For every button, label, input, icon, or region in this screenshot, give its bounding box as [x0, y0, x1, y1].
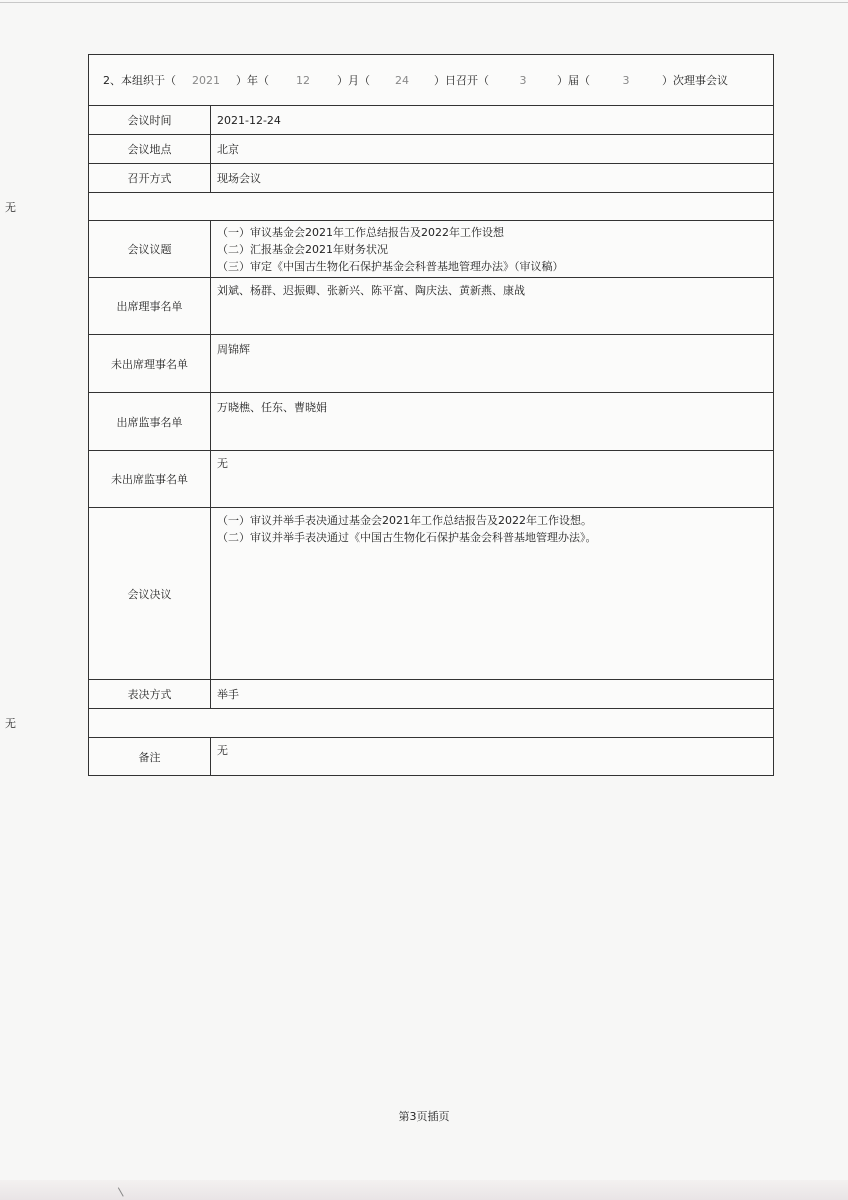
topic-item: （三）审定《中国古生物化石保护基金会科普基地管理办法》（审议稿）	[217, 260, 564, 273]
row-meeting-time	[89, 105, 773, 134]
row-absent-directors	[89, 334, 773, 392]
row-absent-supervisors	[89, 450, 773, 507]
value-meeting-method: 现场会议	[217, 171, 261, 185]
label-meeting-time: 会议时间	[89, 106, 211, 134]
row-attending-supervisors	[89, 392, 773, 450]
month-field: 12	[296, 73, 310, 87]
session-field: 3	[519, 73, 527, 87]
year-field: 2021	[192, 73, 220, 87]
value-absent-supervisors: 无	[217, 457, 228, 470]
headline-prefix: 2、本组织于（	[103, 74, 176, 87]
label-vote-method: 表决方式	[89, 680, 211, 708]
value-attending-supervisors: 万晓樵、任东、曹晓娟	[217, 401, 327, 414]
month-suffix: ）月（	[337, 74, 370, 87]
row-meeting-place	[89, 134, 773, 163]
scan-bottom-band	[0, 1180, 848, 1200]
value-remarks: 无	[217, 744, 228, 757]
label-absent-supervisors: 未出席监事名单	[89, 451, 211, 507]
row-attending-directors	[89, 277, 773, 334]
note-2-text: 无	[5, 717, 16, 730]
year-suffix: ）年（	[236, 74, 269, 87]
value-attending-directors: 刘斌、杨群、迟振卿、张新兴、陈平富、陶庆法、黄新燕、康战	[217, 284, 525, 297]
label-meeting-topics: 会议议题	[89, 221, 211, 277]
label-meeting-method: 召开方式	[89, 164, 211, 192]
value-resolutions	[211, 508, 773, 679]
row-vote-method	[89, 679, 773, 708]
row-resolutions	[89, 507, 773, 679]
day-field: 24	[395, 73, 409, 87]
label-meeting-place: 会议地点	[89, 135, 211, 163]
value-absent-directors: 周锦辉	[217, 343, 250, 356]
top-rule	[0, 2, 848, 3]
page-footer: 第3页插页	[398, 1110, 450, 1123]
label-absent-directors: 未出席理事名单	[89, 335, 211, 392]
row-meeting-topics	[89, 220, 773, 277]
topic-item: （一）审议基金会2021年工作总结报告及2022年工作设想	[217, 226, 504, 239]
form-header-row	[89, 55, 773, 105]
row-note-2	[5, 708, 773, 737]
meeting-suffix: ）次理事会议	[662, 74, 728, 87]
label-resolutions: 会议决议	[89, 508, 211, 679]
meeting-headline	[103, 55, 728, 105]
value-vote-method: 举手	[217, 687, 239, 701]
day-suffix: ）日召开（	[434, 74, 489, 87]
label-attending-supervisors: 出席监事名单	[89, 393, 211, 450]
note-1-text: 无	[5, 200, 16, 214]
value-meeting-time: 2021-12-24	[217, 113, 281, 127]
topic-item: （二）汇报基金会2021年财务状况	[217, 243, 388, 256]
meeting-no-field: 3	[622, 73, 630, 87]
value-meeting-topics	[211, 221, 773, 277]
session-suffix: ）届（	[557, 74, 590, 87]
label-remarks: 备注	[89, 738, 211, 775]
resolution-item: （二）审议并举手表决通过《中国古生物化石保护基金会科普基地管理办法》。	[217, 531, 597, 544]
row-remarks	[89, 737, 773, 775]
label-attending-directors: 出席理事名单	[89, 278, 211, 334]
resolution-item: （一）审议并举手表决通过基金会2021年工作总结报告及2022年工作设想。	[217, 514, 592, 527]
meeting-form	[5, 54, 774, 776]
row-note-1	[5, 192, 773, 220]
value-meeting-place: 北京	[217, 142, 239, 156]
row-meeting-method	[89, 163, 773, 192]
